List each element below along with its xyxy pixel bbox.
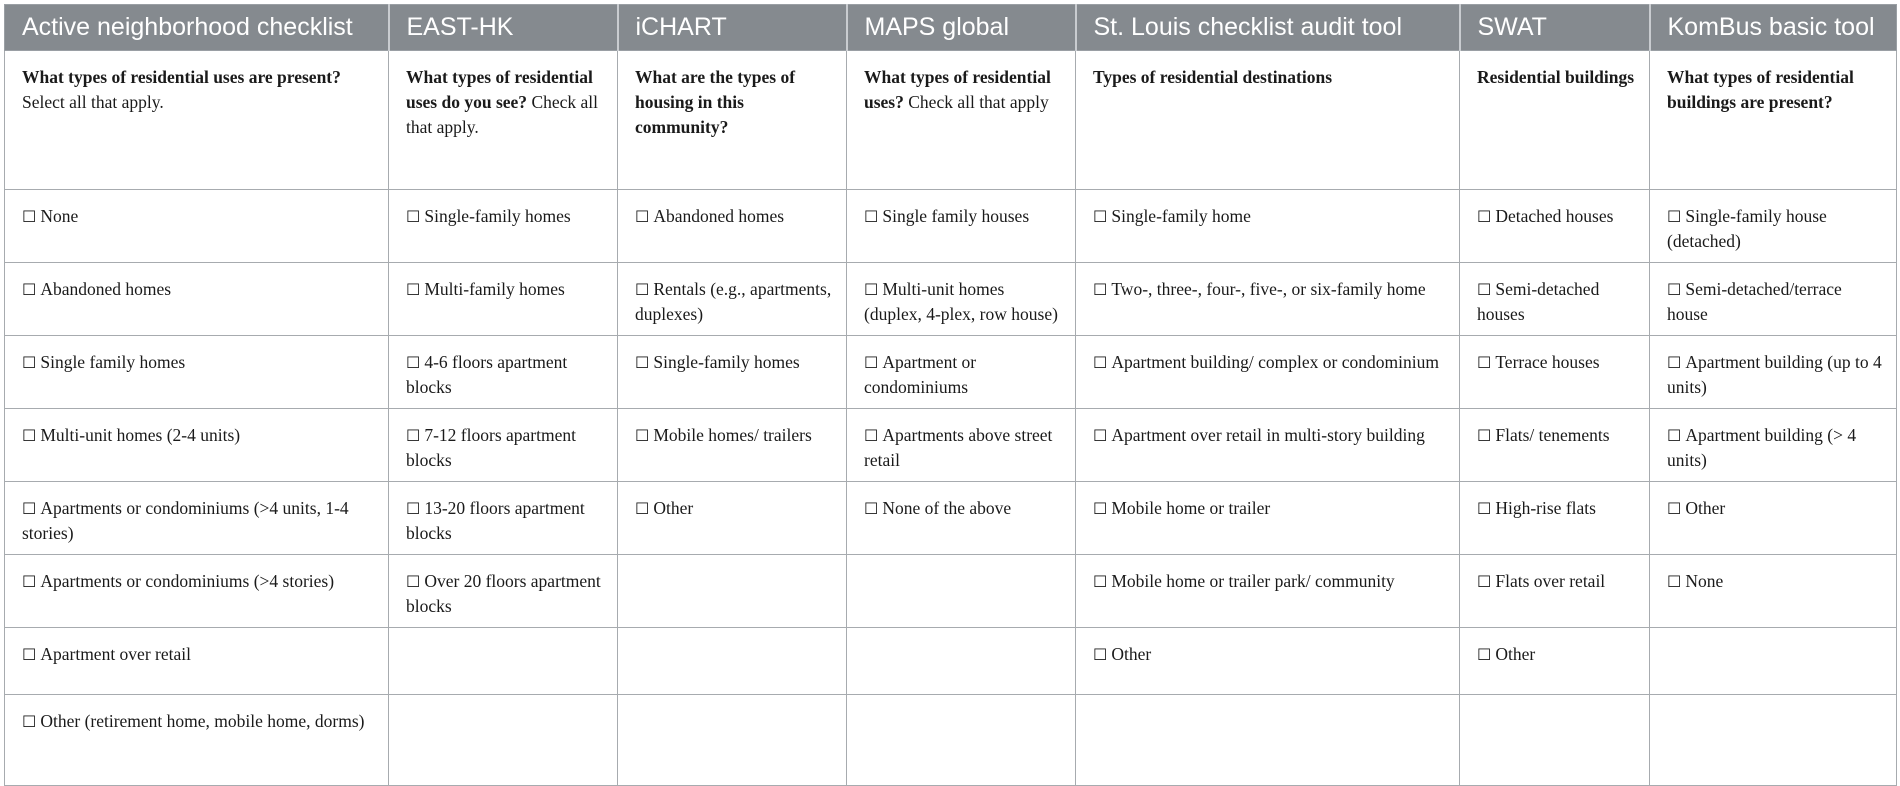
checkbox-icon[interactable]: ☐ — [1477, 280, 1492, 299]
checkbox-icon[interactable]: ☐ — [22, 426, 37, 445]
option-cell — [1076, 482, 1460, 555]
checkbox-icon[interactable]: ☐ — [22, 712, 37, 731]
option-label: Apartments above street retail — [864, 425, 1053, 470]
option-label: 4-6 floors apartment blocks — [406, 352, 568, 397]
table-row — [5, 628, 1897, 695]
option-label: Multi-unit homes (duplex, 4-plex, row house) — [864, 279, 1058, 324]
option-cell — [618, 336, 847, 409]
option-cell — [1076, 695, 1460, 786]
question-text: Types of residential destinations — [1093, 67, 1333, 87]
option-label: Multi-unit homes (2-4 units) — [40, 425, 241, 445]
table-row — [5, 190, 1897, 263]
checkbox-icon[interactable]: ☐ — [406, 207, 421, 226]
question-text: Residential buildings — [1477, 67, 1635, 87]
checkbox-icon[interactable]: ☐ — [1093, 645, 1108, 664]
column-header: KomBus basic tool — [1650, 5, 1897, 51]
option-cell — [1460, 263, 1650, 336]
option-label: Single-family homes — [424, 206, 571, 226]
option-cell — [1650, 628, 1897, 695]
option-cell — [1650, 695, 1897, 786]
checkbox-icon[interactable]: ☐ — [1667, 572, 1682, 591]
checklist-table-container — [4, 4, 1896, 786]
checkbox-icon[interactable]: ☐ — [635, 280, 650, 299]
option-label: Apartment building (> 4 units) — [1667, 425, 1857, 470]
checkbox-icon[interactable]: ☐ — [1093, 572, 1108, 591]
question-text: What types of residential uses do you see? — [406, 67, 593, 112]
option-label: Flats over retail — [1495, 571, 1606, 591]
option-cell — [1460, 190, 1650, 263]
option-label: Mobile home or trailer park/ community — [1111, 571, 1395, 591]
checkbox-icon[interactable]: ☐ — [1667, 353, 1682, 372]
option-cell — [847, 263, 1076, 336]
option-label: Other (retirement home, mobile home, dorms) — [40, 711, 365, 731]
option-label: 7-12 floors apartment blocks — [406, 425, 576, 470]
option-label: Apartment over retail in multi-story building — [1111, 425, 1425, 445]
column-header: MAPS global — [847, 5, 1076, 51]
option-cell — [389, 409, 618, 482]
option-label: High-rise flats — [1495, 498, 1596, 518]
checkbox-icon[interactable]: ☐ — [1667, 207, 1682, 226]
question-text: What are the types of housing in this community? — [635, 67, 796, 137]
checkbox-icon[interactable]: ☐ — [1477, 645, 1492, 664]
table-row — [5, 336, 1897, 409]
option-label: Apartment over retail — [40, 644, 191, 664]
option-label: Other — [1111, 644, 1152, 664]
option-label: None — [40, 206, 79, 226]
checkbox-icon[interactable]: ☐ — [864, 207, 879, 226]
option-cell — [847, 555, 1076, 628]
question-cell — [618, 51, 847, 190]
option-cell — [389, 263, 618, 336]
question-instruction: Check all that apply — [903, 92, 1049, 112]
option-cell — [5, 695, 389, 786]
checkbox-icon[interactable]: ☐ — [635, 207, 650, 226]
option-cell — [389, 190, 618, 263]
checkbox-icon[interactable]: ☐ — [864, 499, 879, 518]
question-text: What types of residential uses? — [864, 67, 1051, 112]
column-header: EAST-HK — [389, 5, 618, 51]
option-label: Mobile homes/ trailers — [653, 425, 812, 445]
option-cell — [1076, 190, 1460, 263]
checkbox-icon[interactable]: ☐ — [1093, 353, 1108, 372]
option-cell — [618, 695, 847, 786]
option-cell — [1650, 482, 1897, 555]
option-label: Apartment building (up to 4 units) — [1667, 352, 1882, 397]
header-row — [5, 5, 1897, 51]
checkbox-icon[interactable]: ☐ — [22, 207, 37, 226]
option-label: Apartments or condominiums (>4 stories) — [40, 571, 335, 591]
checkbox-icon[interactable]: ☐ — [406, 426, 421, 445]
option-label: Other — [653, 498, 694, 518]
option-cell — [1460, 409, 1650, 482]
option-label: Abandoned homes — [40, 279, 172, 299]
option-cell — [847, 190, 1076, 263]
option-label: Other — [1495, 644, 1536, 664]
option-cell — [1076, 409, 1460, 482]
checkbox-icon[interactable]: ☐ — [1093, 280, 1108, 299]
question-row — [5, 51, 1897, 190]
option-cell — [1650, 263, 1897, 336]
option-cell — [5, 409, 389, 482]
residential-checklist-table — [4, 4, 1897, 786]
option-cell — [618, 628, 847, 695]
option-label: Two-, three-, four-, five-, or six-family home — [1111, 279, 1426, 299]
option-label: Multi-family homes — [424, 279, 565, 299]
question-cell — [1460, 51, 1650, 190]
option-cell — [1076, 263, 1460, 336]
option-cell — [847, 695, 1076, 786]
option-label: Rentals (e.g., apartments, duplexes) — [635, 279, 832, 324]
checkbox-icon[interactable]: ☐ — [22, 645, 37, 664]
checkbox-icon[interactable]: ☐ — [1093, 207, 1108, 226]
checkbox-icon[interactable]: ☐ — [406, 572, 421, 591]
table-body — [5, 51, 1897, 786]
option-label: Single-family home — [1111, 206, 1251, 226]
checkbox-icon[interactable]: ☐ — [1667, 499, 1682, 518]
option-label: Apartments or condominiums (>4 units, 1-4 stories) — [22, 498, 349, 543]
option-cell — [618, 263, 847, 336]
checkbox-icon[interactable]: ☐ — [406, 353, 421, 372]
option-label: Over 20 floors apartment blocks — [406, 571, 601, 616]
option-label: Other — [1685, 498, 1726, 518]
option-cell — [618, 190, 847, 263]
option-cell — [618, 482, 847, 555]
option-label: Detached houses — [1495, 206, 1614, 226]
option-label: Apartment or condominiums — [864, 352, 977, 397]
checkbox-icon[interactable]: ☐ — [1477, 572, 1492, 591]
option-cell — [5, 482, 389, 555]
checkbox-icon[interactable]: ☐ — [864, 353, 879, 372]
question-cell — [847, 51, 1076, 190]
option-cell — [1650, 555, 1897, 628]
checkbox-icon[interactable]: ☐ — [1667, 426, 1682, 445]
option-cell — [5, 628, 389, 695]
column-header: iCHART — [618, 5, 847, 51]
option-cell — [618, 555, 847, 628]
option-label: 13-20 floors apartment blocks — [406, 498, 585, 543]
option-label: Abandoned homes — [653, 206, 785, 226]
table-row — [5, 263, 1897, 336]
option-cell — [1460, 695, 1650, 786]
checkbox-icon[interactable]: ☐ — [1477, 499, 1492, 518]
column-header: SWAT — [1460, 5, 1650, 51]
option-cell — [1076, 555, 1460, 628]
question-cell — [5, 51, 389, 190]
option-cell — [847, 628, 1076, 695]
question-instruction: Select all that apply. — [22, 92, 164, 112]
checkbox-icon[interactable]: ☐ — [22, 572, 37, 591]
option-cell — [5, 190, 389, 263]
option-label: Terrace houses — [1495, 352, 1600, 372]
checkbox-icon[interactable]: ☐ — [635, 499, 650, 518]
checkbox-icon[interactable]: ☐ — [22, 280, 37, 299]
checkbox-icon[interactable]: ☐ — [1477, 426, 1492, 445]
checkbox-icon[interactable]: ☐ — [406, 280, 421, 299]
option-cell — [847, 482, 1076, 555]
option-label: None of the above — [882, 498, 1012, 518]
checkbox-icon[interactable]: ☐ — [1477, 207, 1492, 226]
option-cell — [618, 409, 847, 482]
checkbox-icon[interactable]: ☐ — [22, 353, 37, 372]
option-cell — [389, 628, 618, 695]
option-cell — [1460, 336, 1650, 409]
checkbox-icon[interactable]: ☐ — [406, 499, 421, 518]
option-cell — [847, 336, 1076, 409]
checkbox-icon[interactable]: ☐ — [635, 426, 650, 445]
option-label: Single family houses — [882, 206, 1030, 226]
table-row — [5, 555, 1897, 628]
column-header: St. Louis checklist audit tool — [1076, 5, 1460, 51]
option-cell — [389, 336, 618, 409]
question-text: What types of residential uses are present? — [22, 67, 341, 87]
option-cell — [1460, 482, 1650, 555]
option-label: Semi-detached/terrace house — [1667, 279, 1842, 324]
option-label: Flats/ tenements — [1495, 425, 1610, 445]
checkbox-icon[interactable]: ☐ — [1477, 353, 1492, 372]
option-label: Apartment building/ complex or condominium — [1111, 352, 1439, 372]
option-cell — [389, 695, 618, 786]
option-cell — [1650, 336, 1897, 409]
column-header: Active neighborhood checklist — [5, 5, 389, 51]
checkbox-icon[interactable]: ☐ — [1667, 280, 1682, 299]
option-label: Single-family house (detached) — [1667, 206, 1827, 251]
option-label: Mobile home or trailer — [1111, 498, 1271, 518]
question-cell — [389, 51, 618, 190]
option-cell — [1076, 336, 1460, 409]
table-row — [5, 409, 1897, 482]
option-cell — [1650, 190, 1897, 263]
table-row — [5, 482, 1897, 555]
checkbox-icon[interactable]: ☐ — [864, 426, 879, 445]
option-cell — [1460, 555, 1650, 628]
option-cell — [1460, 628, 1650, 695]
checkbox-icon[interactable]: ☐ — [22, 499, 37, 518]
checkbox-icon[interactable]: ☐ — [635, 353, 650, 372]
option-cell — [389, 482, 618, 555]
option-cell — [1076, 628, 1460, 695]
option-cell — [389, 555, 618, 628]
option-cell — [5, 336, 389, 409]
question-cell — [1076, 51, 1460, 190]
option-label: Single-family homes — [653, 352, 800, 372]
checkbox-icon[interactable]: ☐ — [1093, 499, 1108, 518]
option-cell — [847, 409, 1076, 482]
checkbox-icon[interactable]: ☐ — [1093, 426, 1108, 445]
option-cell — [5, 263, 389, 336]
option-label: Semi-detached houses — [1477, 279, 1600, 324]
option-cell — [5, 555, 389, 628]
checkbox-icon[interactable]: ☐ — [864, 280, 879, 299]
question-text: What types of residential buildings are present? — [1667, 67, 1854, 112]
question-cell — [1650, 51, 1897, 190]
option-cell — [1650, 409, 1897, 482]
option-label: None — [1685, 571, 1724, 591]
option-label: Single family homes — [40, 352, 186, 372]
question-instruction: Check all that apply. — [406, 92, 599, 137]
table-row — [5, 695, 1897, 786]
